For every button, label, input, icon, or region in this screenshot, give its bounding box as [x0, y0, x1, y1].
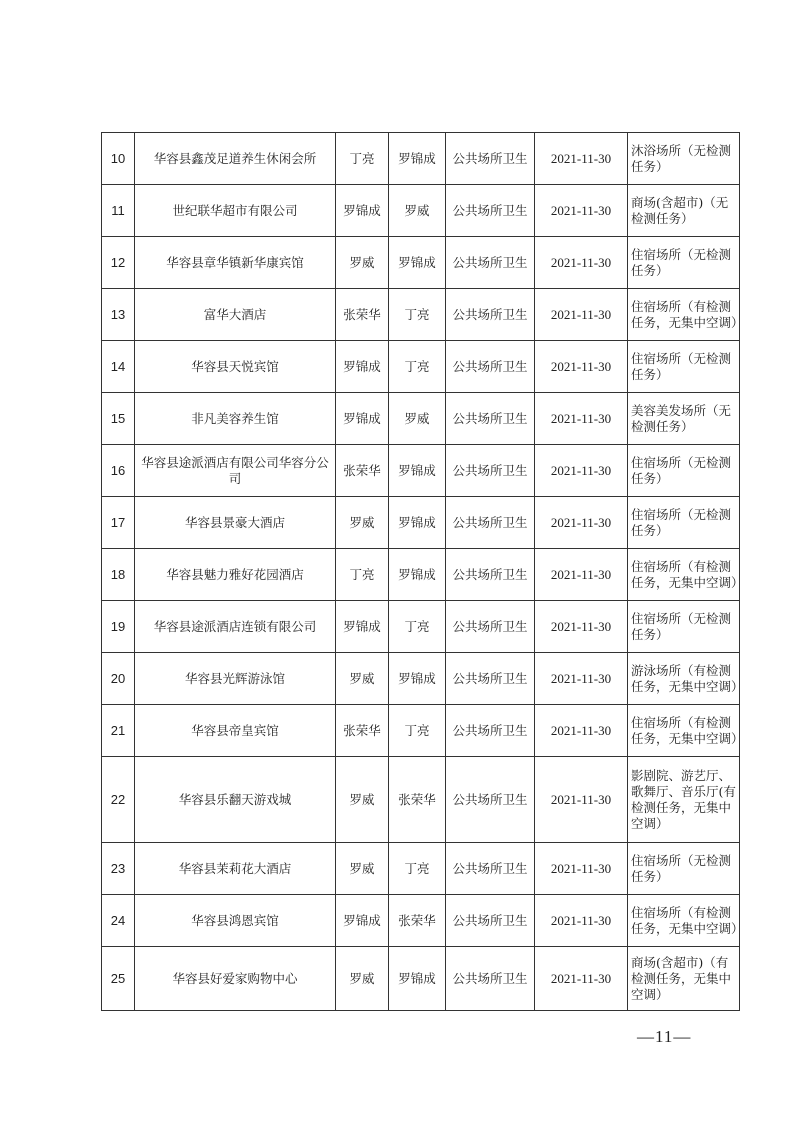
remarks: 住宿场所（无检测任务）	[628, 445, 740, 497]
remarks: 住宿场所（无检测任务）	[628, 601, 740, 653]
remarks: 住宿场所（无检测任务）	[628, 843, 740, 895]
page-number: —11—	[637, 1027, 692, 1046]
remarks: 游泳场所（有检测任务，无集中空调）	[628, 653, 740, 705]
inspection-date: 2021-11-30	[535, 757, 628, 843]
table-row	[102, 445, 740, 497]
inspector-1: 张荣华	[336, 289, 389, 341]
unit-name: 华容县乐翻天游戏城	[135, 757, 336, 843]
row-number: 19	[102, 601, 135, 653]
inspection-type: 公共场所卫生	[446, 133, 535, 185]
unit-name: 华容县鑫茂足道养生休闲会所	[135, 133, 336, 185]
inspector-1: 丁亮	[336, 549, 389, 601]
inspection-type: 公共场所卫生	[446, 653, 535, 705]
remarks: 住宿场所（无检测任务）	[628, 341, 740, 393]
row-number: 20	[102, 653, 135, 705]
table-row	[102, 341, 740, 393]
inspector-2: 罗锦成	[389, 947, 446, 1011]
inspection-date: 2021-11-30	[535, 289, 628, 341]
remarks: 沐浴场所（无检测任务）	[628, 133, 740, 185]
remarks: 住宿场所（有检测任务，无集中空调）	[628, 895, 740, 947]
inspector-1: 张荣华	[336, 705, 389, 757]
remarks: 商场(含超市)（有检测任务，无集中空调）	[628, 947, 740, 1011]
table-row	[102, 843, 740, 895]
inspection-date: 2021-11-30	[535, 341, 628, 393]
inspection-type: 公共场所卫生	[446, 843, 535, 895]
row-number: 14	[102, 341, 135, 393]
inspection-date: 2021-11-30	[535, 895, 628, 947]
unit-name: 华容县魅力雅好花园酒店	[135, 549, 336, 601]
unit-name: 华容县好爱家购物中心	[135, 947, 336, 1011]
row-number: 17	[102, 497, 135, 549]
inspector-2: 罗锦成	[389, 549, 446, 601]
table-row	[102, 601, 740, 653]
row-number: 24	[102, 895, 135, 947]
inspector-1: 罗锦成	[336, 341, 389, 393]
table-row	[102, 947, 740, 1011]
inspection-type: 公共场所卫生	[446, 237, 535, 289]
remarks: 住宿场所（无检测任务）	[628, 497, 740, 549]
inspection-type: 公共场所卫生	[446, 549, 535, 601]
table-row	[102, 497, 740, 549]
inspection-type: 公共场所卫生	[446, 947, 535, 1011]
table-row	[102, 757, 740, 843]
inspection-date: 2021-11-30	[535, 497, 628, 549]
row-number: 13	[102, 289, 135, 341]
table-row	[102, 895, 740, 947]
remarks: 影剧院、游艺厅、歌舞厅、音乐厅(有检测任务，无集中空调）	[628, 757, 740, 843]
table-row	[102, 185, 740, 237]
row-number: 10	[102, 133, 135, 185]
row-number: 18	[102, 549, 135, 601]
inspector-1: 丁亮	[336, 133, 389, 185]
inspector-2: 罗锦成	[389, 497, 446, 549]
inspector-2: 罗威	[389, 393, 446, 445]
inspection-type: 公共场所卫生	[446, 341, 535, 393]
inspection-date: 2021-11-30	[535, 843, 628, 895]
inspector-2: 张荣华	[389, 895, 446, 947]
inspector-2: 张荣华	[389, 757, 446, 843]
unit-name: 华容县鸿恩宾馆	[135, 895, 336, 947]
inspection-type: 公共场所卫生	[446, 289, 535, 341]
unit-name: 华容县景豪大酒店	[135, 497, 336, 549]
row-number: 11	[102, 185, 135, 237]
inspection-date: 2021-11-30	[535, 705, 628, 757]
inspector-2: 罗锦成	[389, 133, 446, 185]
row-number: 21	[102, 705, 135, 757]
inspector-1: 罗锦成	[336, 185, 389, 237]
inspector-2: 罗锦成	[389, 653, 446, 705]
row-number: 15	[102, 393, 135, 445]
inspector-1: 罗威	[336, 497, 389, 549]
inspector-1: 罗威	[336, 947, 389, 1011]
inspection-date: 2021-11-30	[535, 653, 628, 705]
inspection-type: 公共场所卫生	[446, 185, 535, 237]
row-number: 22	[102, 757, 135, 843]
table-row	[102, 133, 740, 185]
inspection-date: 2021-11-30	[535, 185, 628, 237]
remarks: 住宿场所（有检测任务，无集中空调）	[628, 549, 740, 601]
inspector-2: 罗锦成	[389, 445, 446, 497]
inspector-2: 丁亮	[389, 289, 446, 341]
inspection-type: 公共场所卫生	[446, 705, 535, 757]
remarks: 住宿场所（无检测任务）	[628, 237, 740, 289]
inspection-type: 公共场所卫生	[446, 601, 535, 653]
inspector-1: 罗威	[336, 843, 389, 895]
row-number: 23	[102, 843, 135, 895]
inspection-type: 公共场所卫生	[446, 757, 535, 843]
table-row	[102, 237, 740, 289]
unit-name: 非凡美容养生馆	[135, 393, 336, 445]
table-row	[102, 289, 740, 341]
row-number: 25	[102, 947, 135, 1011]
inspection-type: 公共场所卫生	[446, 445, 535, 497]
inspection-type: 公共场所卫生	[446, 393, 535, 445]
inspector-2: 丁亮	[389, 705, 446, 757]
table-row	[102, 653, 740, 705]
inspector-1: 罗锦成	[336, 895, 389, 947]
inspection-date: 2021-11-30	[535, 601, 628, 653]
inspection-date: 2021-11-30	[535, 549, 628, 601]
unit-name: 华容县帝皇宾馆	[135, 705, 336, 757]
inspector-1: 罗威	[336, 237, 389, 289]
table-row	[102, 393, 740, 445]
inspector-1: 罗锦成	[336, 601, 389, 653]
unit-name: 华容县途派酒店有限公司华容分公司	[135, 445, 336, 497]
row-number: 12	[102, 237, 135, 289]
unit-name: 华容县途派酒店连锁有限公司	[135, 601, 336, 653]
inspection-date: 2021-11-30	[535, 393, 628, 445]
row-number: 16	[102, 445, 135, 497]
inspection-type: 公共场所卫生	[446, 895, 535, 947]
inspector-1: 罗威	[336, 653, 389, 705]
unit-name: 华容县天悦宾馆	[135, 341, 336, 393]
remarks: 美容美发场所（无检测任务）	[628, 393, 740, 445]
remarks: 住宿场所（有检测任务，无集中空调）	[628, 289, 740, 341]
inspection-date: 2021-11-30	[535, 445, 628, 497]
table-row	[102, 705, 740, 757]
inspection-date: 2021-11-30	[535, 947, 628, 1011]
remarks: 商场(含超市)（无检测任务）	[628, 185, 740, 237]
inspector-2: 丁亮	[389, 843, 446, 895]
unit-name: 世纪联华超市有限公司	[135, 185, 336, 237]
inspector-2: 丁亮	[389, 341, 446, 393]
inspector-1: 罗锦成	[336, 393, 389, 445]
inspection-type: 公共场所卫生	[446, 497, 535, 549]
table-row	[102, 549, 740, 601]
inspection-date: 2021-11-30	[535, 133, 628, 185]
remarks: 住宿场所（有检测任务，无集中空调）	[628, 705, 740, 757]
unit-name: 富华大酒店	[135, 289, 336, 341]
unit-name: 华容县茉莉花大酒店	[135, 843, 336, 895]
inspector-2: 罗锦成	[389, 237, 446, 289]
unit-name: 华容县光辉游泳馆	[135, 653, 336, 705]
inspection-table	[101, 132, 744, 1011]
inspection-date: 2021-11-30	[535, 237, 628, 289]
inspector-1: 罗威	[336, 757, 389, 843]
inspector-2: 罗威	[389, 185, 446, 237]
unit-name: 华容县章华镇新华康宾馆	[135, 237, 336, 289]
inspector-1: 张荣华	[336, 445, 389, 497]
inspector-2: 丁亮	[389, 601, 446, 653]
